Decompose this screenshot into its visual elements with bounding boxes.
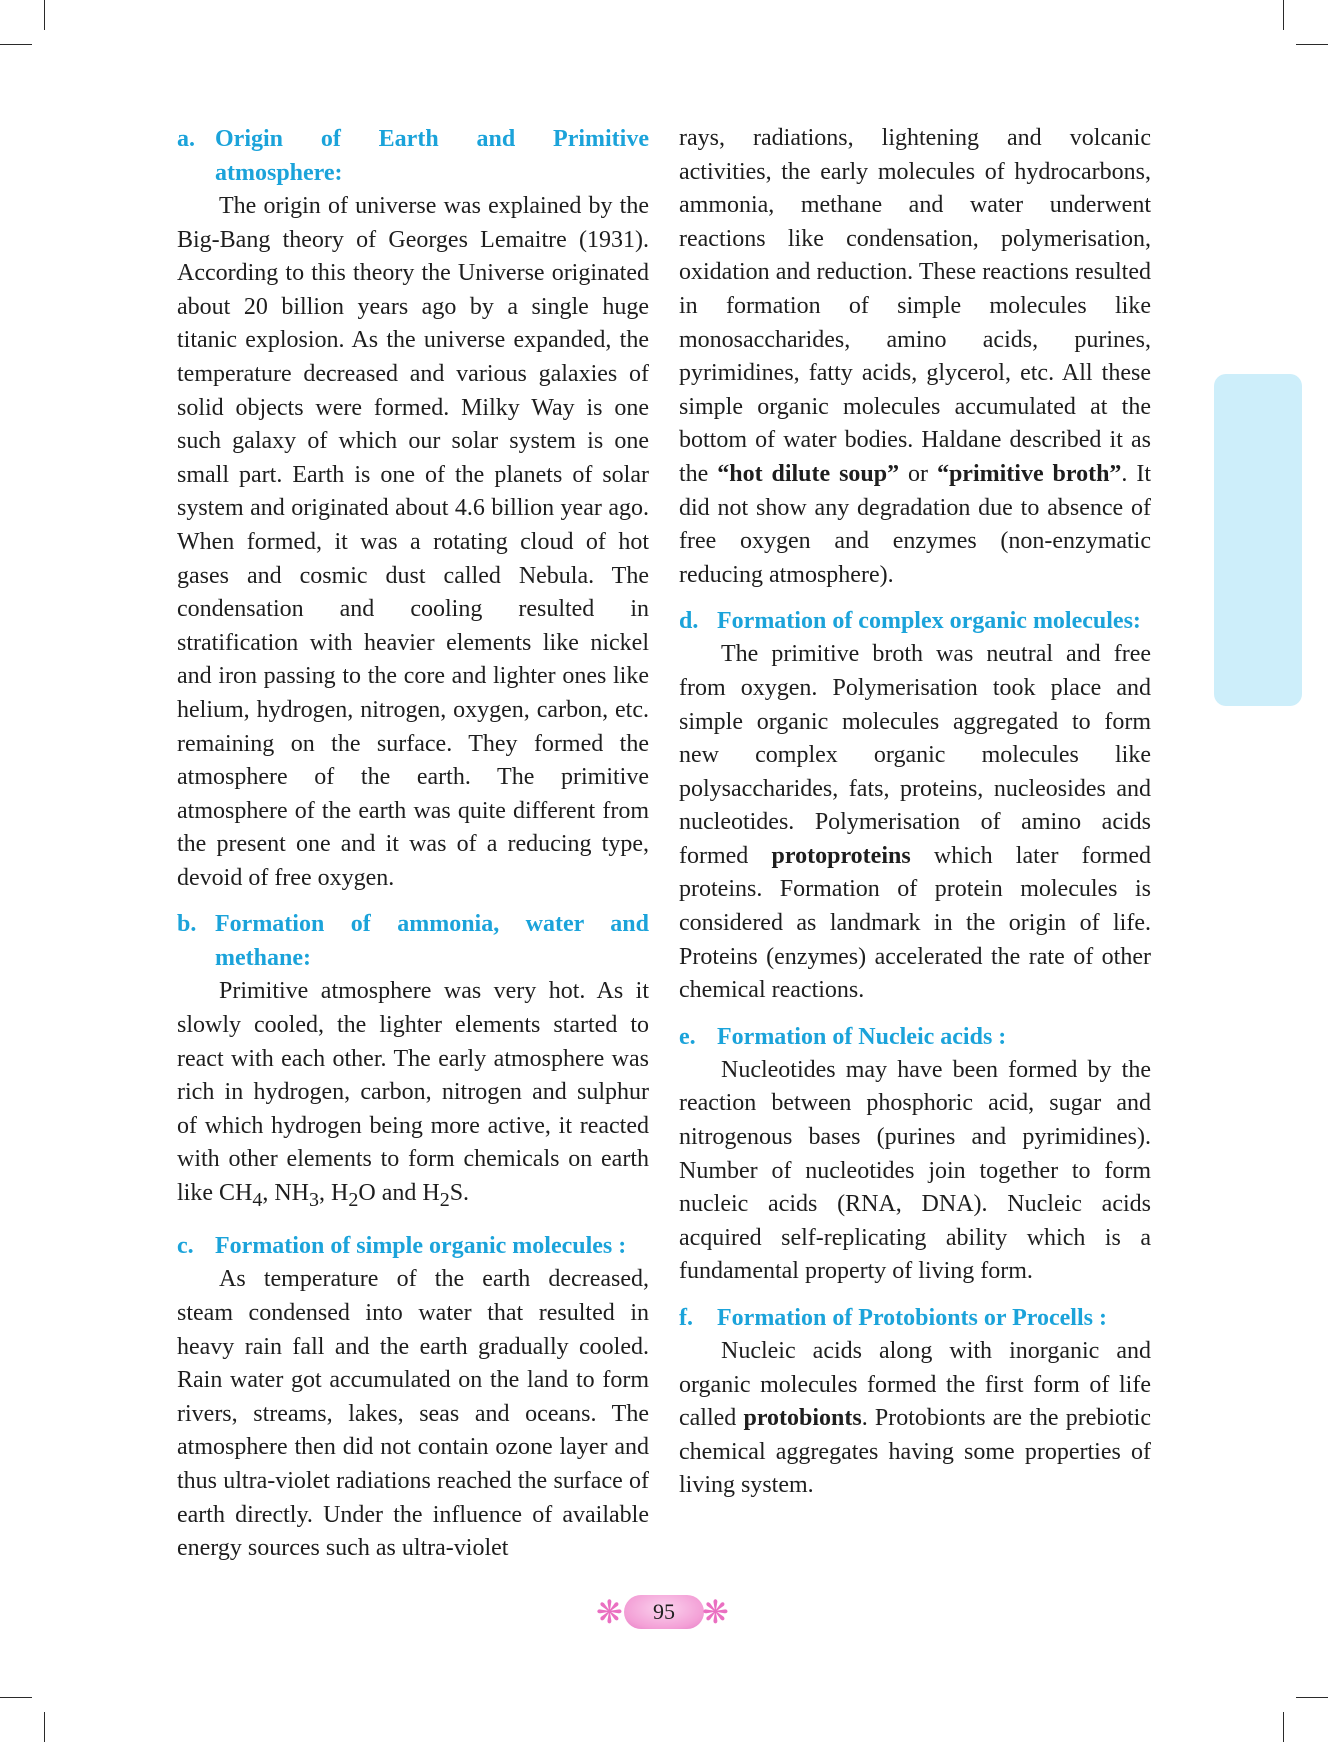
chemical-formula-h2s: $H_2S$. [422,1180,470,1211]
section-letter: d. [679,608,699,635]
section-title: Formation of ammonia, water and [215,911,649,938]
section-title: Formation of Nucleic acids : [717,1023,1007,1050]
crop-mark [44,0,45,30]
section-e-heading [679,1020,1151,1054]
section-title: Formation of Protobionts or Procells : [717,1305,1107,1331]
section-title: Origin of Earth and Primitive [215,126,649,152]
section-b-text: Primitive atmosphere was very hot. As it slowly cooled, the lighter elements started to react with each other. The early atmosphere was rich in hydrogen, carbon, nitrogen and sulphur of which hydrogen being more active, it reacted with other elements to form chemicals on earth like [177,978,649,1207]
section-letter: a. [177,126,195,152]
section-title: Formation of simple organic molecules : [215,1233,627,1260]
section-title: atmosphere: [215,160,343,186]
crop-mark [0,1697,32,1698]
section-b-body: Primitive atmosphere was very hot. As it slowly cooled, the lighter elements started to react with each other. The early atmosphere was rich in hydrogen, carbon, nitrogen and sulphur of which hydrogen being more active, it reacted with other elements to form chemicals on earth like $CH_4$, $NH_3$, $H_2O$ and $H_2S$. [177,978,649,1211]
bold-term: “primitive broth” [936,460,1122,487]
crop-mark [1296,44,1328,45]
section-letter: b. [177,911,197,938]
section-b-heading [177,907,649,941]
flower-ornament-icon: ❋ [702,1594,729,1630]
crop-mark [1283,0,1284,30]
left-column [177,122,649,1566]
section-c-body-continued: rays, radiations, lightening and volcanic activities, the early molecules of hydrocarbons, ammonia, methane and water underwent reactions like condensation, polymerisation, oxidation and reduction. These reactions resulted in formation of simple molecules like monosaccharides, amino acids, purines, pyrimidines, fatty acids, glycerol, etc. All these simple organic molecules accumulated at the bottom of water bodies. Haldane described it as the “hot dilute soup” or “primitive broth”. It did not show any degradation due to absence of free oxygen and enzymes (non-enzymatic reducing atmosphere). [679,125,1151,588]
section-title: Formation of complex organic molecules: [717,608,1141,635]
section-title: methane: [215,945,311,972]
section-e-body: Nucleotides may have been formed by the reaction between phosphoric acid, sugar and nitrogenous bases (purines and pyrimidines). Number of nucleotides join together to form nucleic acids (RNA, DNA). Nucleic acids acquired self-replicating ability which is a fundamental property of living form. [679,1056,1151,1285]
section-a-body: The origin of universe was explained by the Big-Bang theory of Georges Lemaitre (1931). According to this theory the Universe originated about 20 billion years ago by a single huge titanic explosion. As the universe expanded, the temperature decreased and various galaxies of solid objects were formed. Milky Way is one such galaxy of which our solar system is one small part. Earth is one of the planets of solar system and originated about 4.6 billion year ago. When formed, it was a rotating cloud of hot gases and cosmic dust called Nebula. The condensation and cooling resulted in stratification with heavier elements like nickel and iron passing to the core and lighter ones like helium, hydrogen, nitrogen, oxygen, carbon, etc. remaining on the surface. They formed the atmosphere of the earth. The primitive atmosphere of the earth was quite different from the present one and it was of a reducing type, devoid of free oxygen. [177,193,649,891]
section-f-body: Nucleic acids along with inorganic and organic molecules formed the first form of life called protobionts. Protobionts are the prebiotic chemical aggregates having some properties of living system. [679,1338,1151,1499]
crop-mark [0,44,32,45]
chapter-side-tab [1214,374,1302,706]
section-a-heading-line2 [177,156,649,190]
crop-mark [1296,1697,1328,1698]
section-b-heading-line2 [177,941,649,975]
crop-mark [1283,1712,1284,1742]
chemical-formula-nh3: $NH_3$ [274,1180,320,1211]
bold-term: “hot dilute soup” [717,460,900,487]
section-c-heading [177,1229,649,1263]
flower-ornament-icon: ❋ [596,1594,623,1630]
section-d-body: The primitive broth was neutral and free from oxygen. Polymerisation took place and simple organic molecules aggregated to form new complex organic molecules like polysaccharides, fats, proteins, nucleosides and nucleotides. Polymerisation of amino acids formed protoproteins which later formed proteins. Formation of protein molecules is considered as landmark in the origin of life. Proteins (enzymes) accelerated the rate of other chemical reactions. [679,641,1151,1004]
section-c-body: As temperature of the earth decreased, steam condensed into water that resulted in heavy rain fall and the earth gradually cooled. Rain water got accumulated on the land to form rivers, streams, lakes, seas and oceans. The atmosphere then did not contain ozone layer and thus ultra-violet radiations reached the surface of earth directly. Under the influence of available energy sources such as ultra-violet [177,1266,649,1562]
chemical-formula-ch4: $CH_4$ [219,1180,263,1211]
right-column [679,122,1151,1503]
section-letter: c. [177,1233,194,1260]
chemical-formula-h2o: $H_2O$ [331,1180,376,1211]
section-f-heading [679,1301,1151,1335]
bold-term: protobionts [743,1405,862,1432]
section-letter: f. [679,1305,693,1331]
section-d-heading [679,604,1151,638]
crop-mark [44,1712,45,1742]
section-letter: e. [679,1023,696,1050]
page-number: 95 [624,1595,704,1629]
page-footer [596,1592,732,1632]
section-a-heading [177,122,649,156]
bold-term: protoproteins [771,842,911,869]
